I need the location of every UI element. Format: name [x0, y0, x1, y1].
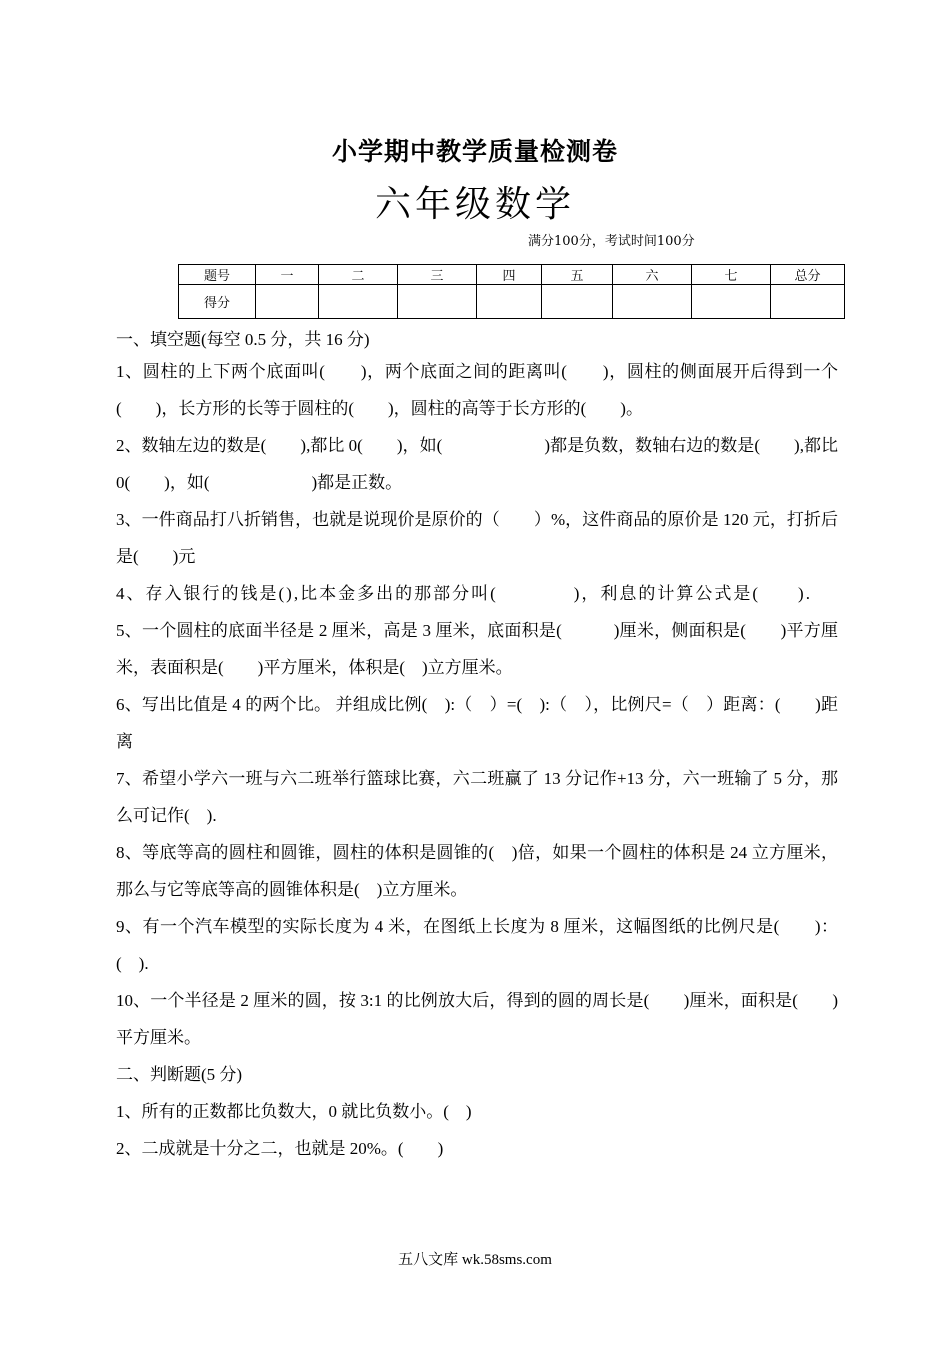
question-1-10: 10、一个半径是 2 厘米的圆，按 3:1 的比例放大后，得到的圆的周长是( )厘米，面积是( )平方厘米。	[116, 991, 838, 1047]
score-row-label: 得分	[179, 285, 256, 319]
exam-content	[116, 327, 838, 1167]
subject-title: 六年级数学	[374, 184, 575, 225]
score-header-cell: 总分	[771, 265, 845, 285]
score-cell[interactable]	[319, 285, 398, 319]
score-header-cell: 六	[613, 265, 692, 285]
score-cell[interactable]	[771, 285, 845, 319]
score-table-score-row	[179, 285, 845, 319]
question-1-1: 1、圆柱的上下两个底面叫( )，两个底面之间的距离叫( )，圆柱的侧面展开后得到一个( )，长方形的长等于圆柱的( )，圆柱的高等于长方形的( )。	[116, 362, 838, 418]
question-1-5: 5、一个圆柱的底面半径是 2 厘米，高是 3 厘米，底面积是( )厘米，侧面积是( )平方厘米，表面积是( )平方厘米，体积是( )立方厘米。	[116, 621, 838, 677]
section-heading: 二、判断题(5 分)	[116, 1065, 243, 1084]
score-cell[interactable]	[542, 285, 613, 319]
section-heading: 一、填空题(每空 0.5 分，共 16 分)	[116, 330, 370, 349]
score-cell[interactable]	[256, 285, 319, 319]
exam-note: 满分100分，考试时间100分	[528, 234, 695, 249]
question-1-7: 7、希望小学六一班与六二班举行篮球比赛，六二班赢了 13 分记作+13 分，六一班输了 5 分，那么可记作( ).	[116, 769, 838, 825]
question-1-6: 6、写出比值是 4 的两个比。 并组成比例( ):（ ）=( ):（ ），比例尺=（ ）距离：( )距离	[116, 695, 838, 751]
question-1-2: 2、数轴左边的数是( ),都比 0( )，如( )都是负数，数轴右边的数是( ),都比 0( )，如( )都是正数。	[116, 436, 838, 492]
score-cell[interactable]	[613, 285, 692, 319]
score-cell[interactable]	[398, 285, 477, 319]
score-cell[interactable]	[477, 285, 542, 319]
score-header-cell: 一	[256, 265, 319, 285]
score-table-header-row	[179, 265, 845, 285]
score-header-cell: 题号	[179, 265, 256, 285]
question-1-3: 3、一件商品打八折销售，也就是说现价是原价的（ ）%，这件商品的原价是 120 元，打折后是( )元	[116, 510, 838, 566]
question-1-4: 4、存入银行的钱是(),比本金多出的那部分叫( )，利息的计算公式是( ).	[116, 584, 812, 603]
score-header-cell: 七	[692, 265, 771, 285]
footer-watermark: 五八文库 wk.58sms.com	[398, 1252, 552, 1268]
score-header-cell: 五	[542, 265, 613, 285]
exam-title: 小学期中教学质量检测卷	[331, 137, 618, 166]
score-cell[interactable]	[692, 285, 771, 319]
question-2-2: 2、二成就是十分之二，也就是 20%。( )	[116, 1139, 444, 1158]
score-header-cell: 四	[477, 265, 542, 285]
score-header-cell: 三	[398, 265, 477, 285]
score-table	[178, 264, 845, 319]
question-1-9: 9、有一个汽车模型的实际长度为 4 米，在图纸上长度为 8 厘米，这幅图纸的比例尺是( )：( ).	[116, 917, 838, 973]
question-1-8: 8、等底等高的圆柱和圆锥，圆柱的体积是圆锥的( )倍，如果一个圆柱的体积是 24 立方厘米，那么与它等底等高的圆锥体积是( )立方厘米。	[116, 843, 838, 899]
question-2-1: 1、所有的正数都比负数大，0 就比负数小。( )	[116, 1102, 472, 1121]
score-header-cell: 二	[319, 265, 398, 285]
